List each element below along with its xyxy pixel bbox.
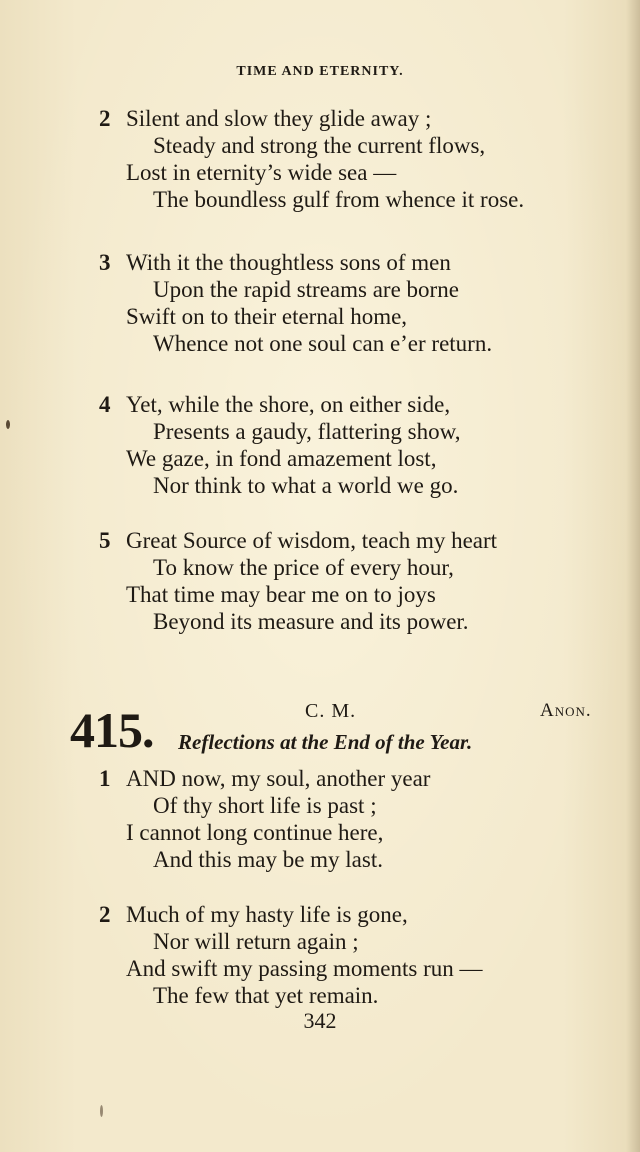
verse-line: Beyond its measure and its power. <box>153 609 469 634</box>
verse-line: Of thy short life is past ; <box>153 793 377 818</box>
verse-line: With it the thoughtless sons of men <box>126 250 451 275</box>
verse-line: Nor think to what a world we go. <box>153 473 459 498</box>
stanza-5 <box>0 527 640 635</box>
verse-line: Nor will return again ; <box>153 929 359 954</box>
stanza-number: 2 <box>99 902 111 927</box>
verse-line: That time may bear me on to joys <box>126 582 436 607</box>
verse-line: Presents a gaudy, flattering show, <box>153 419 461 444</box>
stanza-number: 5 <box>99 528 111 553</box>
verse-line: Great Source of wisdom, teach my heart <box>126 528 498 553</box>
hymn-415-stanza-1 <box>0 765 640 873</box>
hymn-meter: C. M. <box>305 700 357 722</box>
verse-line: Silent and slow they glide away ; <box>126 106 432 131</box>
verse-line: Whence not one soul can e’er return. <box>153 331 493 356</box>
verse-line: I cannot long continue here, <box>126 820 384 845</box>
verse-line: Lost in eternity’s wide sea — <box>126 160 397 185</box>
verse-line: AND now, my soul, another year <box>126 766 431 791</box>
stanza-3 <box>0 249 640 357</box>
verse-line: Upon the rapid streams are borne <box>153 277 459 302</box>
verse-line: And swift my passing moments run — <box>126 956 483 981</box>
verse-line: Swift on to their eternal home, <box>126 304 408 329</box>
stanza-number: 3 <box>99 250 111 275</box>
hymn-title: Reflections at the End of the Year. <box>178 730 473 754</box>
running-head: TIME AND ETERNITY. <box>236 64 404 79</box>
verse-line: To know the price of every hour, <box>153 555 454 580</box>
verse-line: The few that yet remain. <box>153 983 379 1008</box>
stanza-2 <box>0 105 640 213</box>
hymn-number: 415. <box>70 702 154 758</box>
stanza-4 <box>0 391 640 499</box>
verse-line: Steady and strong the current flows, <box>153 133 486 158</box>
verse-line: Yet, while the shore, on either side, <box>126 392 451 417</box>
stanza-number: 1 <box>99 766 111 791</box>
stanza-number: 4 <box>99 392 111 417</box>
hymn-author: Anon. <box>540 700 592 721</box>
verse-line: Much of my hasty life is gone, <box>126 902 408 927</box>
verse-line: And this may be my last. <box>153 847 383 872</box>
verse-line: The boundless gulf from whence it rose. <box>153 187 525 212</box>
verse-line: We gaze, in fond amazement lost, <box>126 446 437 471</box>
paper-speck <box>6 420 10 429</box>
paper-speck <box>100 1105 103 1117</box>
stanza-number: 2 <box>99 106 111 131</box>
hymn-415-stanza-2 <box>0 901 640 1009</box>
page-number: 342 <box>303 1008 337 1033</box>
